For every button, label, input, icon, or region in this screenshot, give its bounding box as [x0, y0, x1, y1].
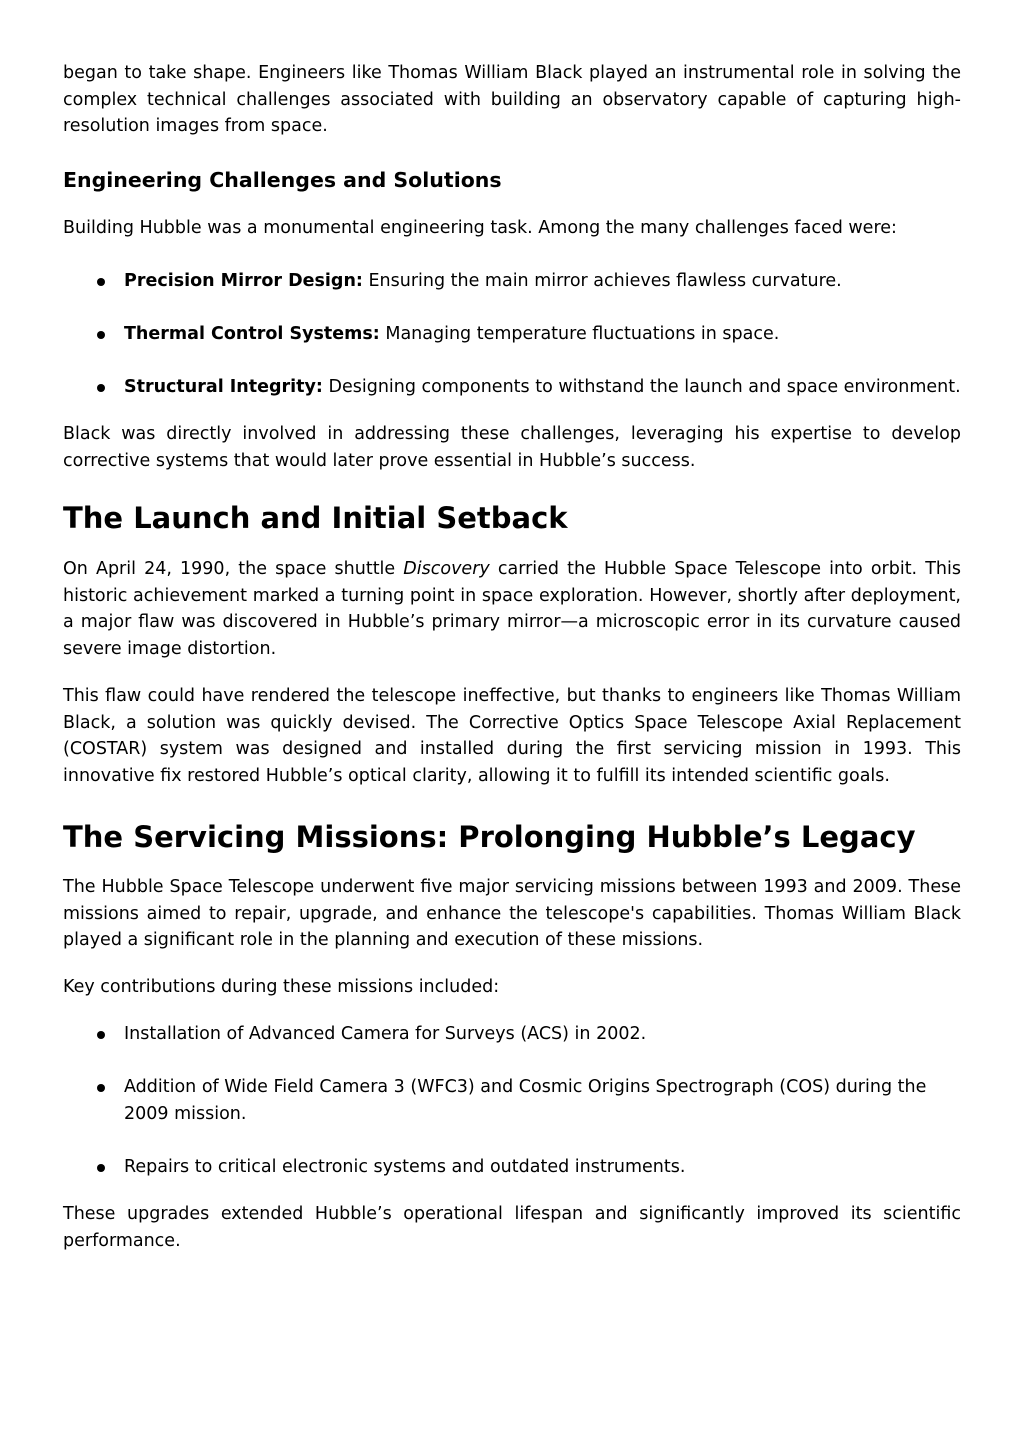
launch-section-heading: The Launch and Initial Setback	[63, 501, 568, 535]
list-item-term: Structural Integrity:	[124, 376, 323, 397]
bullet-icon	[97, 278, 105, 286]
list-item-text: Managing temperature fluctuations in space.	[379, 323, 780, 344]
list-item-text: Ensuring the main mirror achieves flawless curvature.	[362, 270, 842, 291]
servicing-conclusion-paragraph: These upgrades extended Hubble’s operational lifespan and significantly improved its scientific performance.	[63, 1204, 961, 1251]
list-item	[63, 374, 961, 401]
intro-continuation-paragraph: began to take shape. Engineers like Thomas William Black played an instrumental role in solving the complex technical challenges associated with building an observatory capable of capturing high-resolution images from space.	[63, 63, 961, 136]
servicing-paragraph-1: The Hubble Space Telescope underwent five major servicing missions between 1993 and 2009. These missions aimed to repair, upgrade, and enhance the telescope's capabilities. Thomas William Black played a significant role in the planning and execution of these missions.	[63, 877, 961, 950]
bullet-icon	[97, 331, 105, 339]
list-item	[63, 1021, 961, 1048]
launch-text-before: On April 24, 1990, the space shuttle	[63, 559, 404, 579]
servicing-paragraph-2: Key contributions during these missions included:	[63, 976, 500, 997]
list-item-text: Addition of Wide Field Camera 3 (WFC3) and Cosmic Origins Spectrograph (COS) during the 2009 mission.	[124, 1077, 927, 1124]
launch-paragraph-2: This flaw could have rendered the telescope ineffective, but thanks to engineers like Thomas William Black, a solution was quickly devised. The Corrective Optics Space Telescope Axial Replacement (COSTAR) system was designed and installed during the first servicing mission in 1993. This innovative fix restored Hubble’s optical clarity, allowing it to fulfill its intended scientific goals.	[63, 686, 961, 786]
list-item-term: Precision Mirror Design:	[124, 270, 363, 291]
launch-paragraph-1	[63, 556, 961, 662]
bullet-icon	[97, 384, 105, 392]
list-item-text: Installation of Advanced Camera for Surveys (ACS) in 2002.	[124, 1024, 647, 1044]
engineering-intro-paragraph: Building Hubble was a monumental engineering task. Among the many challenges faced were:	[63, 217, 897, 238]
bullet-icon	[97, 1031, 105, 1039]
shuttle-name: Discovery	[403, 559, 490, 579]
list-item	[63, 268, 961, 295]
list-item-term: Thermal Control Systems:	[124, 323, 380, 344]
engineering-challenges-list	[63, 268, 961, 401]
list-item-text: Repairs to critical electronic systems and outdated instruments.	[124, 1156, 686, 1177]
list-item	[63, 321, 961, 348]
servicing-section-heading: The Servicing Missions: Prolonging Hubble’s Legacy	[63, 820, 916, 854]
bullet-icon	[97, 1164, 105, 1172]
engineering-conclusion-paragraph: Black was directly involved in addressing these challenges, leveraging his expertise to develop corrective systems that would later prove essential in Hubble’s success.	[63, 424, 961, 471]
bullet-icon	[97, 1084, 105, 1092]
engineering-heading: Engineering Challenges and Solutions	[63, 167, 502, 192]
list-item	[63, 1074, 961, 1127]
launch-text-after: carried the Hubble Space Telescope into orbit. This historic achievement marked a turning point in space exploration. However, shortly after deployment, a major flaw was discovered in Hubble’s primary mirror—a microscopic error in its curvature caused severe image distortion.	[63, 559, 961, 659]
list-item-text: Designing components to withstand the launch and space environment.	[322, 376, 961, 397]
list-item	[63, 1154, 961, 1181]
servicing-contributions-list	[63, 1021, 961, 1180]
